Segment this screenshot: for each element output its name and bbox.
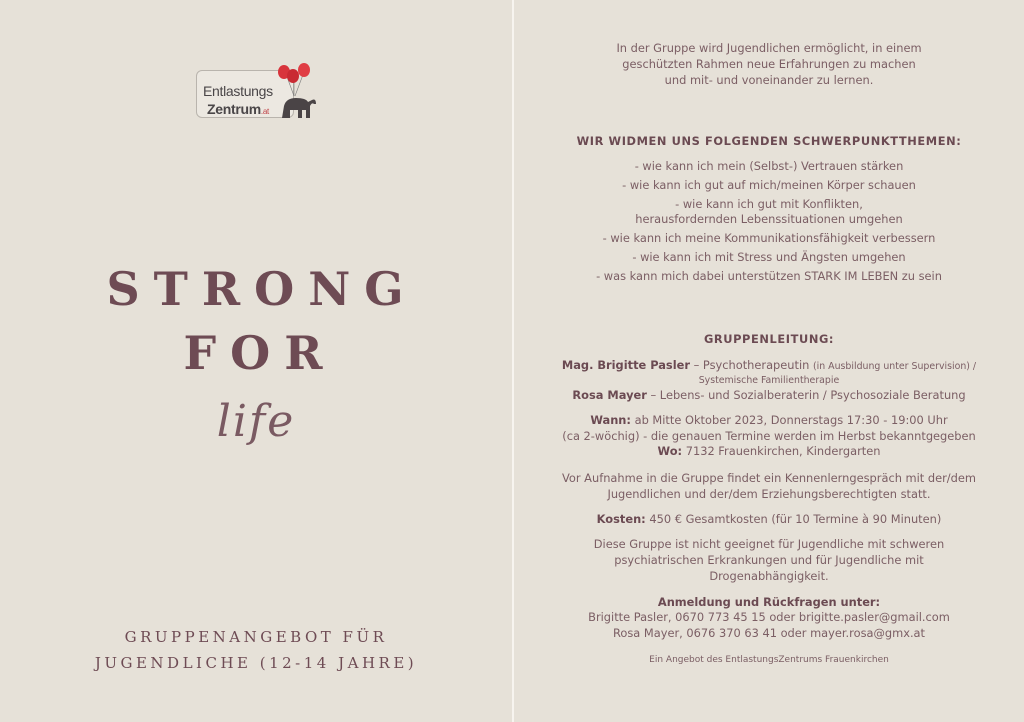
title-life-script: life — [216, 396, 296, 447]
logo-text-line1: Entlastungs — [203, 83, 273, 99]
topics-heading: WIR WIDMEN UNS FOLGENDEN SCHWERPUNKTTHEMEN: — [576, 134, 962, 148]
contact-heading-text: Anmeldung und Rückfragen unter: — [657, 595, 881, 609]
cost-line — [514, 511, 1024, 527]
leader-2-name: Rosa Mayer — [572, 388, 647, 402]
topic-item: - wie kann ich meine Kommunikationsfähigkeit verbessern — [602, 231, 936, 245]
lead-heading: GRUPPENLEITUNG: — [703, 332, 835, 346]
intro-line-2: geschützten Rahmen neue Erfahrungen zu machen — [622, 57, 916, 71]
offer-line-2: JUGENDLICHE (12-14 JAHRE) — [94, 654, 418, 672]
note-line-2: psychiatrischen Erkrankungen und für Jugendliche mit — [614, 553, 924, 567]
logo-text-line2 — [207, 101, 269, 117]
intro-line-1: In der Gruppe wird Jugendlichen ermöglicht, in einem — [616, 41, 922, 55]
leader-1-name: Mag. Brigitte Pasler — [561, 358, 690, 372]
where-text: 7132 Frauenkirchen, Kindergarten — [682, 444, 881, 458]
topic-item: - was kann mich dabei unterstützen STARK IM LEBEN zu sein — [596, 269, 942, 283]
leader-1-role: – Psychotherapeutin — [689, 358, 813, 372]
intake-line-1: Vor Aufnahme in die Gruppe findet ein Kennenlerngespräch mit der/dem — [562, 471, 976, 485]
footer-note: Ein Angebot des EntlastungsZentrums Frauenkirchen — [649, 655, 889, 665]
cost-label: Kosten: — [596, 512, 646, 526]
topic-item: - wie kann ich mein (Selbst-) Vertrauen stärken — [634, 159, 904, 173]
offer-line-1: GRUPPENANGEBOT FÜR — [124, 628, 388, 646]
logo-at-suffix: .at — [260, 107, 269, 116]
topic-item: - wie kann ich mit Stress und Ängsten umgehen — [632, 250, 906, 264]
logo-zentrum: Zentrum — [207, 101, 261, 117]
title-for: FOR — [183, 326, 337, 380]
contact-heading — [514, 594, 1024, 610]
cost-text: 450 € Gesamtkosten (für 10 Termine à 90 Minuten) — [645, 512, 942, 526]
when-line-2: (ca 2-wöchig) - die genauen Termine werden im Herbst bekanntgegeben — [562, 429, 976, 443]
leader-1-role-line2: Systemische Familientherapie — [698, 375, 840, 386]
elephant-with-balloons-icon — [272, 62, 320, 120]
note-line-1: Diese Gruppe ist nicht geeignet für Jugendliche mit schweren — [593, 537, 945, 551]
leader-2-role: – Lebens- und Sozialberaterin / Psychosoziale Beratung — [646, 388, 966, 402]
topic-item: herausfordernden Lebenssituationen umgehen — [635, 212, 903, 226]
where-label: Wo: — [657, 444, 683, 458]
when-text: ab Mitte Oktober 2023, Donnerstags 17:30 - 19:00 Uhr — [630, 413, 948, 427]
contact-line-1: Brigitte Pasler, 0670 773 45 15 oder brigitte.pasler@gmail.com — [588, 610, 950, 624]
when-line — [514, 412, 1024, 428]
title-strong: STRONG — [106, 262, 418, 316]
intro-line-3: und mit- und voneinander zu lernen. — [664, 73, 874, 87]
topic-item: - wie kann ich gut auf mich/meinen Körper schauen — [622, 178, 916, 192]
leader-1-role-note: (in Ausbildung unter Supervision) / — [813, 361, 977, 372]
leader-2 — [514, 387, 1024, 403]
note-line-3: Drogenabhängigkeit. — [709, 569, 829, 583]
right-page — [514, 0, 1024, 722]
contact-line-2: Rosa Mayer, 0676 370 63 41 oder mayer.rosa@gmx.at — [612, 626, 926, 640]
where-line — [514, 443, 1024, 459]
intake-line-2: Jugendlichen und der/dem Erziehungsberechtigten statt. — [607, 487, 931, 501]
entlastungszentrum-logo — [196, 62, 320, 120]
when-label: Wann: — [590, 413, 631, 427]
topic-item: - wie kann ich gut mit Konflikten, — [675, 197, 863, 211]
